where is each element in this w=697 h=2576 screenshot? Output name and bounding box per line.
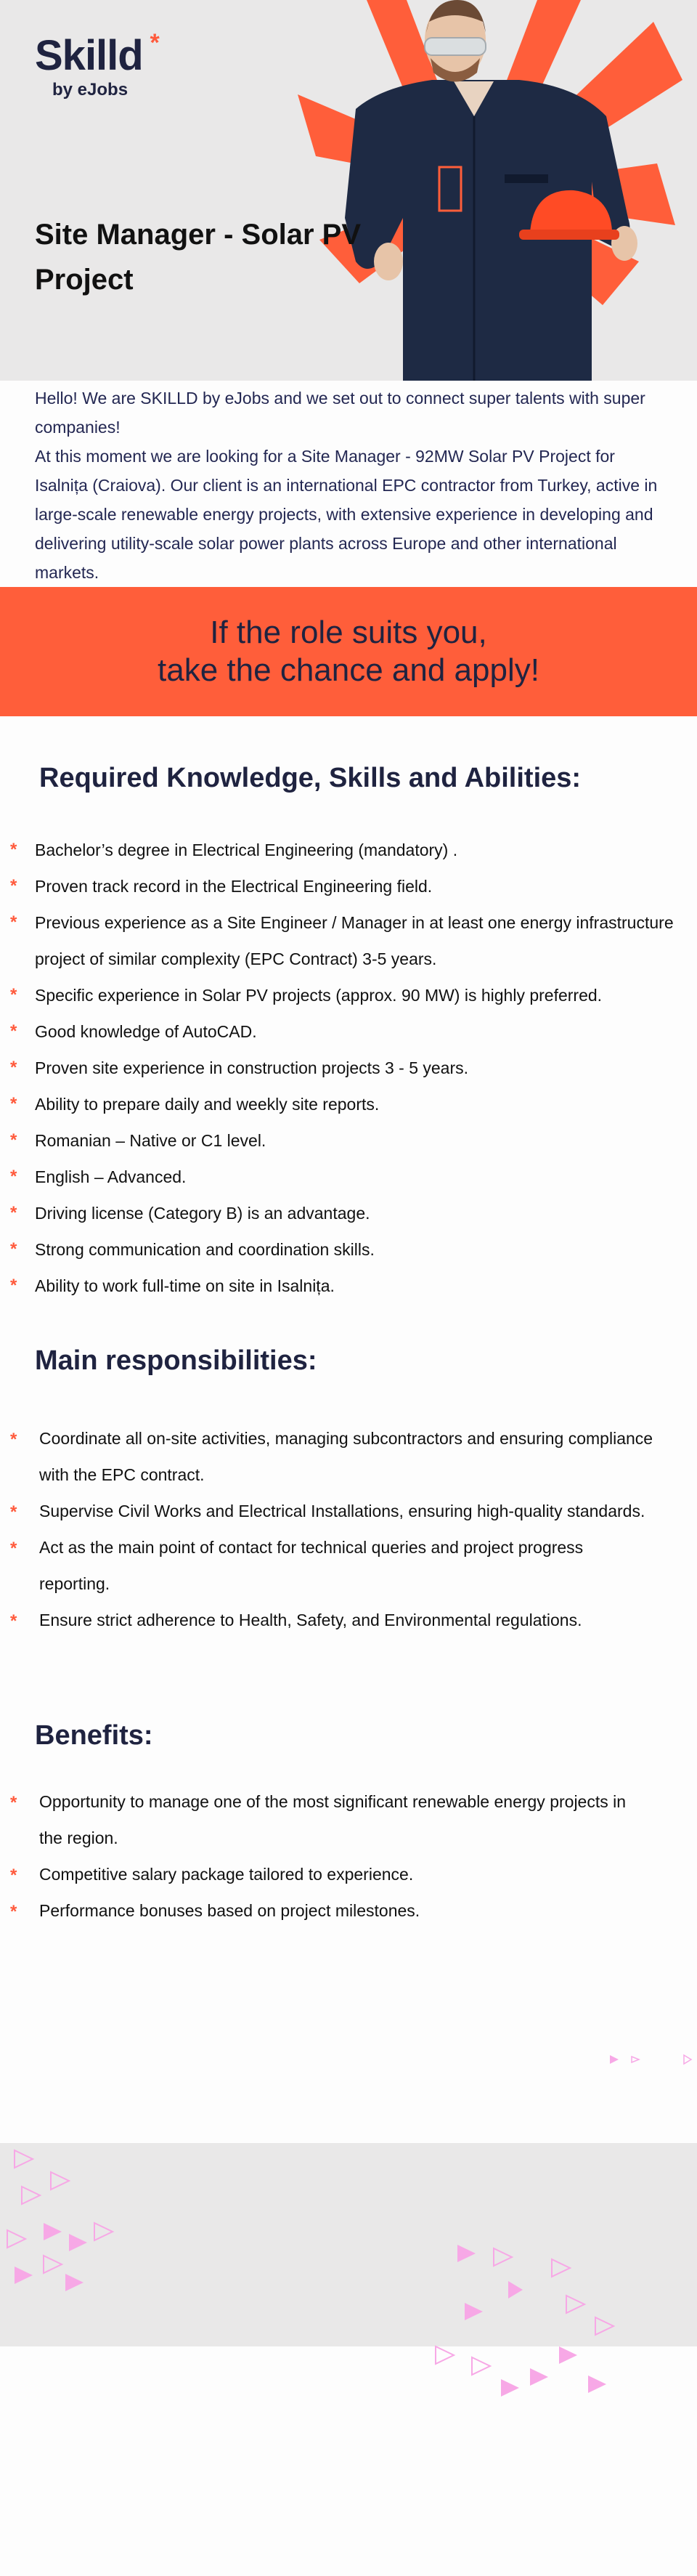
list-item-text: Driving license (Category B) is an advantage. xyxy=(35,1204,370,1223)
list-item xyxy=(0,868,697,904)
list-item-text: Performance bonuses based on project milestones. xyxy=(39,1901,420,1920)
asterisk-bullet-icon: * xyxy=(10,1239,17,1259)
list-item-text: Competitive salary package tailored to experience. xyxy=(39,1865,414,1884)
asterisk-bullet-icon: * xyxy=(10,1430,17,1449)
skilld-logo[interactable] xyxy=(35,29,159,100)
list-item xyxy=(0,1268,697,1304)
list-item-text: Specific experience in Solar PV projects (approx. 90 MW) is highly preferred. xyxy=(35,986,603,1005)
list-item xyxy=(0,904,697,977)
triangle-decoration-top xyxy=(603,2052,697,2067)
list-item-text: Previous experience as a Site Engineer / Manager in at least one energy infrastructure project of similar complexity (EPC Contract) 3-5 years. xyxy=(35,913,674,968)
list-item xyxy=(0,1420,697,1493)
skills-heading: Required Knowledge, Skills and Abilities: xyxy=(39,763,582,793)
responsibilities-list xyxy=(0,1420,697,1638)
list-item xyxy=(0,1529,697,1602)
apply-banner xyxy=(0,587,697,716)
list-item xyxy=(0,1856,697,1892)
asterisk-bullet-icon: * xyxy=(10,1130,17,1150)
banner-line-2: take the chance and apply! xyxy=(158,652,539,688)
hero-section xyxy=(0,0,697,381)
list-item xyxy=(0,1195,697,1231)
asterisk-bullet-icon: * xyxy=(10,1276,17,1295)
asterisk-bullet-icon: * xyxy=(10,840,17,859)
list-item xyxy=(0,1783,697,1856)
asterisk-bullet-icon: * xyxy=(10,1167,17,1186)
list-item xyxy=(0,832,697,868)
skills-list xyxy=(0,832,697,1304)
list-item-text: Coordinate all on-site activities, managing subcontractors and ensuring compliance with the EPC contract. xyxy=(39,1429,653,1484)
list-item xyxy=(0,1159,697,1195)
logo-asterisk-icon: * xyxy=(150,29,159,57)
list-item-text: Ability to prepare daily and weekly site reports. xyxy=(35,1095,380,1114)
list-item xyxy=(0,1122,697,1159)
benefits-heading: Benefits: xyxy=(35,1720,153,1751)
asterisk-bullet-icon: * xyxy=(10,985,17,1005)
asterisk-bullet-icon: * xyxy=(10,1058,17,1077)
list-item-text: Act as the main point of contact for technical queries and project progress reporting. xyxy=(39,1538,584,1593)
logo-subtitle: by eJobs xyxy=(52,80,129,100)
list-item-text: Ensure strict adherence to Health, Safety, and Environmental regulations. xyxy=(39,1611,582,1629)
logo-text: Skilld xyxy=(35,32,143,79)
triangle-decoration-left xyxy=(0,2143,123,2317)
asterisk-bullet-icon: * xyxy=(10,1902,17,1921)
asterisk-bullet-icon: * xyxy=(10,1793,17,1812)
asterisk-bullet-icon: * xyxy=(10,1611,17,1631)
list-item xyxy=(0,1892,697,1929)
asterisk-bullet-icon: * xyxy=(10,912,17,932)
intro-section xyxy=(35,381,662,587)
page-title: Site Manager - Solar PV Project xyxy=(35,219,362,296)
list-item-text: Romanian – Native or C1 level. xyxy=(35,1131,266,1150)
list-item-text: Bachelor’s degree in Electrical Engineering (mandatory) . xyxy=(35,841,458,859)
list-item xyxy=(0,977,697,1013)
asterisk-bullet-icon: * xyxy=(10,1094,17,1114)
list-item xyxy=(0,1050,697,1086)
list-item xyxy=(0,1493,697,1529)
list-item-text: Good knowledge of AutoCAD. xyxy=(35,1022,257,1041)
list-item-text: Strong communication and coordination skills. xyxy=(35,1240,375,1259)
list-item-text: Proven site experience in construction projects 3 - 5 years. xyxy=(35,1058,469,1077)
asterisk-bullet-icon: * xyxy=(10,1539,17,1558)
list-item-text: Proven track record in the Electrical Engineering field. xyxy=(35,877,433,896)
list-item xyxy=(0,1086,697,1122)
logo-wordmark xyxy=(35,29,159,79)
list-item xyxy=(0,1602,697,1638)
benefits-list xyxy=(0,1783,697,1929)
list-item-text: Opportunity to manage one of the most significant renewable energy projects in the region. xyxy=(39,1792,627,1847)
banner-line-1: If the role suits you, xyxy=(210,615,487,650)
list-item-text: English – Advanced. xyxy=(35,1167,187,1186)
worker-photo xyxy=(287,0,664,381)
list-item xyxy=(0,1013,697,1050)
intro-greeting: Hello! We are SKILLD by eJobs and we set out to connect super talents with super companies! xyxy=(35,389,645,437)
list-item xyxy=(0,1231,697,1268)
asterisk-bullet-icon: * xyxy=(10,1866,17,1885)
asterisk-bullet-icon: * xyxy=(10,1502,17,1522)
asterisk-bullet-icon: * xyxy=(10,1021,17,1041)
triangle-decoration-right xyxy=(414,2237,632,2405)
list-item-text: Supervise Civil Works and Electrical Installations, ensuring high-quality standards. xyxy=(39,1502,645,1520)
list-item-text: Ability to work full-time on site in Isalnița. xyxy=(35,1276,335,1295)
responsibilities-heading: Main responsibilities: xyxy=(35,1345,317,1376)
intro-description: At this moment we are looking for a Site Manager - 92MW Solar PV Project for Isalnița (Craiova). Our client is an international EPC contractor from Turkey, active in large-scale renewable energy projects, with extensive experience in developing and delivering utility-scale solar power plants across Europe and other international markets. xyxy=(35,447,658,582)
asterisk-bullet-icon: * xyxy=(10,1203,17,1223)
asterisk-bullet-icon: * xyxy=(10,876,17,896)
